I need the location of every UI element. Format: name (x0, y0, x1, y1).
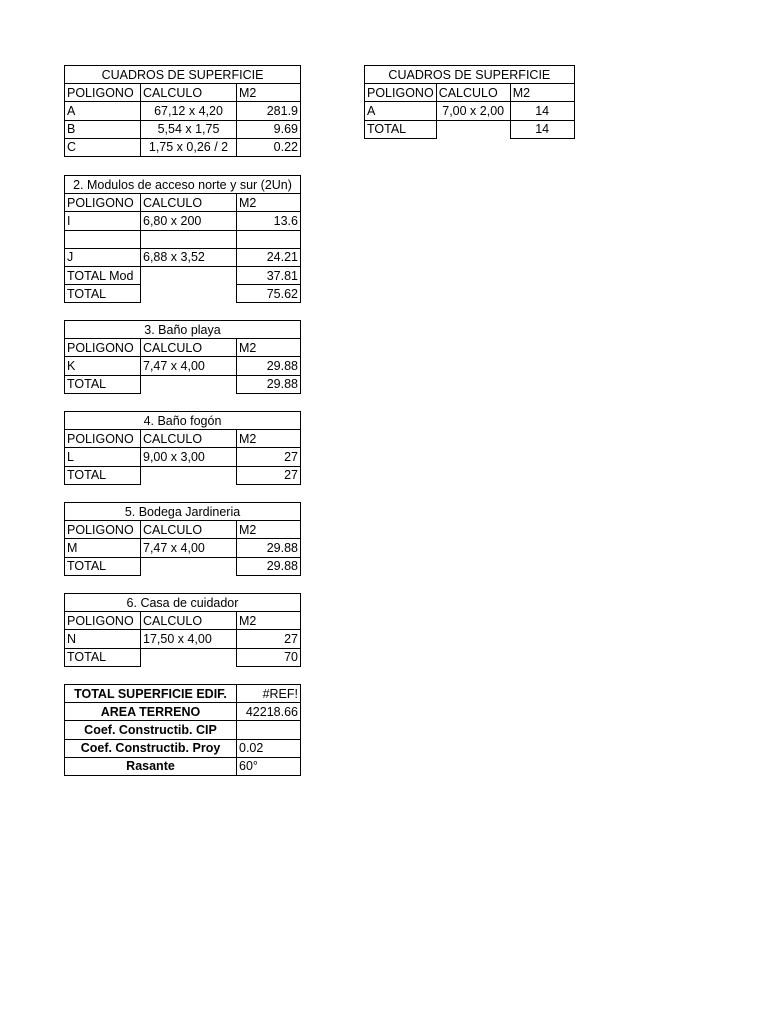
cell-calculo[interactable]: 5,54 x 1,75 (141, 120, 237, 138)
cell-calculo[interactable] (436, 120, 510, 138)
superficie-table-right (364, 65, 575, 139)
cell-m2[interactable]: 37.81 (237, 266, 301, 284)
table-row (65, 448, 301, 466)
table-row (65, 212, 301, 230)
cell-poligono[interactable]: TOTAL (65, 466, 141, 484)
cell-m2[interactable] (237, 230, 301, 248)
summary-value[interactable]: 42218.66 (237, 703, 301, 721)
header-poligono[interactable]: POLIGONO (65, 84, 141, 102)
bodega-table (64, 502, 301, 576)
table-row (65, 375, 301, 393)
header-poligono[interactable]: POLIGONO (365, 84, 437, 102)
table-title[interactable]: 2. Modulos de acceso norte y sur (2Un) (65, 176, 301, 194)
cell-poligono[interactable]: A (65, 102, 141, 120)
table-row (65, 138, 301, 156)
table-row (65, 120, 301, 138)
header-poligono[interactable]: POLIGONO (65, 612, 141, 630)
header-poligono[interactable]: POLIGONO (65, 339, 141, 357)
table-title[interactable]: CUADROS DE SUPERFICIE (65, 66, 301, 84)
table-title[interactable]: 4. Baño fogón (65, 412, 301, 430)
table-title[interactable]: 5. Bodega Jardineria (65, 503, 301, 521)
table-row (65, 466, 301, 484)
cell-m2[interactable]: 75.62 (237, 285, 301, 303)
table-row (65, 721, 301, 739)
header-calculo[interactable]: CALCULO (141, 84, 237, 102)
cell-m2[interactable]: 29.88 (237, 375, 301, 393)
table-row (65, 357, 301, 375)
cell-m2[interactable]: 27 (237, 630, 301, 648)
cell-m2[interactable]: 14 (510, 120, 574, 138)
header-m2[interactable]: M2 (237, 612, 301, 630)
cell-m2[interactable]: 9.69 (237, 120, 301, 138)
summary-label[interactable]: AREA TERRENO (65, 703, 237, 721)
cell-m2[interactable]: 27 (237, 466, 301, 484)
header-calculo[interactable]: CALCULO (141, 430, 237, 448)
table-row (65, 703, 301, 721)
cell-m2[interactable]: 29.88 (237, 557, 301, 575)
summary-value[interactable]: 0.02 (237, 739, 301, 757)
table-row (365, 102, 575, 120)
table-row (65, 539, 301, 557)
table-row (65, 757, 301, 775)
header-calculo[interactable]: CALCULO (141, 521, 237, 539)
cell-poligono[interactable]: M (65, 539, 141, 557)
cell-poligono[interactable]: N (65, 630, 141, 648)
cell-poligono[interactable]: J (65, 248, 141, 266)
cell-poligono[interactable]: I (65, 212, 141, 230)
table-title[interactable]: 3. Baño playa (65, 321, 301, 339)
header-m2[interactable]: M2 (237, 194, 301, 212)
cell-calculo[interactable] (141, 466, 237, 484)
cell-m2[interactable]: 70 (237, 648, 301, 666)
table-row (365, 120, 575, 138)
cell-poligono[interactable]: B (65, 120, 141, 138)
summary-label[interactable]: TOTAL SUPERFICIE EDIF. (65, 685, 237, 703)
cell-poligono[interactable]: TOTAL Mod (65, 266, 141, 284)
table-row (65, 685, 301, 703)
cell-calculo[interactable]: 7,47 x 4,00 (141, 539, 237, 557)
cell-m2[interactable]: 13.6 (237, 212, 301, 230)
cell-calculo[interactable] (141, 375, 237, 393)
cell-calculo[interactable] (141, 230, 237, 248)
summary-value[interactable] (237, 721, 301, 739)
cell-m2[interactable]: 24.21 (237, 248, 301, 266)
cell-calculo[interactable]: 67,12 x 4,20 (141, 102, 237, 120)
modulos-table (64, 175, 301, 303)
table-row (65, 266, 301, 284)
header-calculo[interactable]: CALCULO (141, 612, 237, 630)
cell-m2[interactable]: 0.22 (237, 138, 301, 156)
table-row (65, 102, 301, 120)
table-row (65, 739, 301, 757)
cell-poligono[interactable]: L (65, 448, 141, 466)
header-calculo[interactable]: CALCULO (141, 194, 237, 212)
table-row (65, 285, 301, 303)
summary-label[interactable]: Rasante (65, 757, 237, 775)
header-m2[interactable]: M2 (237, 521, 301, 539)
header-poligono[interactable]: POLIGONO (65, 194, 141, 212)
summary-label[interactable]: Coef. Constructib. CIP (65, 721, 237, 739)
cell-calculo[interactable] (141, 557, 237, 575)
header-calculo[interactable]: CALCULO (141, 339, 237, 357)
summary-value[interactable]: 60° (237, 757, 301, 775)
cell-calculo[interactable]: 7,00 x 2,00 (436, 102, 510, 120)
cell-calculo[interactable]: 17,50 x 4,00 (141, 630, 237, 648)
cell-m2[interactable]: 14 (510, 102, 574, 120)
table-row (65, 248, 301, 266)
table-row (65, 648, 301, 666)
cell-calculo[interactable]: 9,00 x 3,00 (141, 448, 237, 466)
cell-poligono[interactable]: TOTAL (65, 285, 141, 303)
cell-m2[interactable]: 29.88 (237, 357, 301, 375)
header-m2[interactable]: M2 (237, 339, 301, 357)
cell-m2[interactable]: 27 (237, 448, 301, 466)
cell-poligono[interactable]: A (365, 102, 437, 120)
cell-calculo[interactable] (141, 285, 237, 303)
header-poligono[interactable]: POLIGONO (65, 430, 141, 448)
cell-calculo[interactable]: 6,88 x 3,52 (141, 248, 237, 266)
header-m2[interactable]: M2 (237, 84, 301, 102)
table-row (65, 557, 301, 575)
header-calculo[interactable]: CALCULO (436, 84, 510, 102)
header-poligono[interactable]: POLIGONO (65, 521, 141, 539)
casa-cuidador-table (64, 593, 301, 667)
table-row (65, 630, 301, 648)
cell-calculo[interactable] (141, 266, 237, 284)
cell-poligono[interactable]: TOTAL (65, 557, 141, 575)
cell-poligono[interactable]: TOTAL (65, 375, 141, 393)
table-title[interactable]: 6. Casa de cuidador (65, 594, 301, 612)
table-row (65, 230, 301, 248)
summary-value[interactable]: #REF! (237, 685, 301, 703)
cell-poligono[interactable] (65, 230, 141, 248)
header-m2[interactable]: M2 (237, 430, 301, 448)
cell-calculo[interactable]: 7,47 x 4,00 (141, 357, 237, 375)
cell-m2[interactable]: 281.9 (237, 102, 301, 120)
summary-table (64, 684, 301, 776)
cell-poligono[interactable]: TOTAL (365, 120, 437, 138)
cell-calculo[interactable]: 1,75 x 0,26 / 2 (141, 138, 237, 156)
cell-calculo[interactable] (141, 648, 237, 666)
cell-m2[interactable]: 29.88 (237, 539, 301, 557)
cell-poligono[interactable]: C (65, 138, 141, 156)
cell-calculo[interactable]: 6,80 x 200 (141, 212, 237, 230)
cell-poligono[interactable]: TOTAL (65, 648, 141, 666)
bano-playa-table (64, 320, 301, 394)
header-m2[interactable]: M2 (510, 84, 574, 102)
cell-poligono[interactable]: K (65, 357, 141, 375)
bano-fogon-table (64, 411, 301, 485)
table-title[interactable]: CUADROS DE SUPERFICIE (365, 66, 575, 84)
superficie-table-left (64, 65, 301, 157)
summary-label[interactable]: Coef. Constructib. Proy (65, 739, 237, 757)
